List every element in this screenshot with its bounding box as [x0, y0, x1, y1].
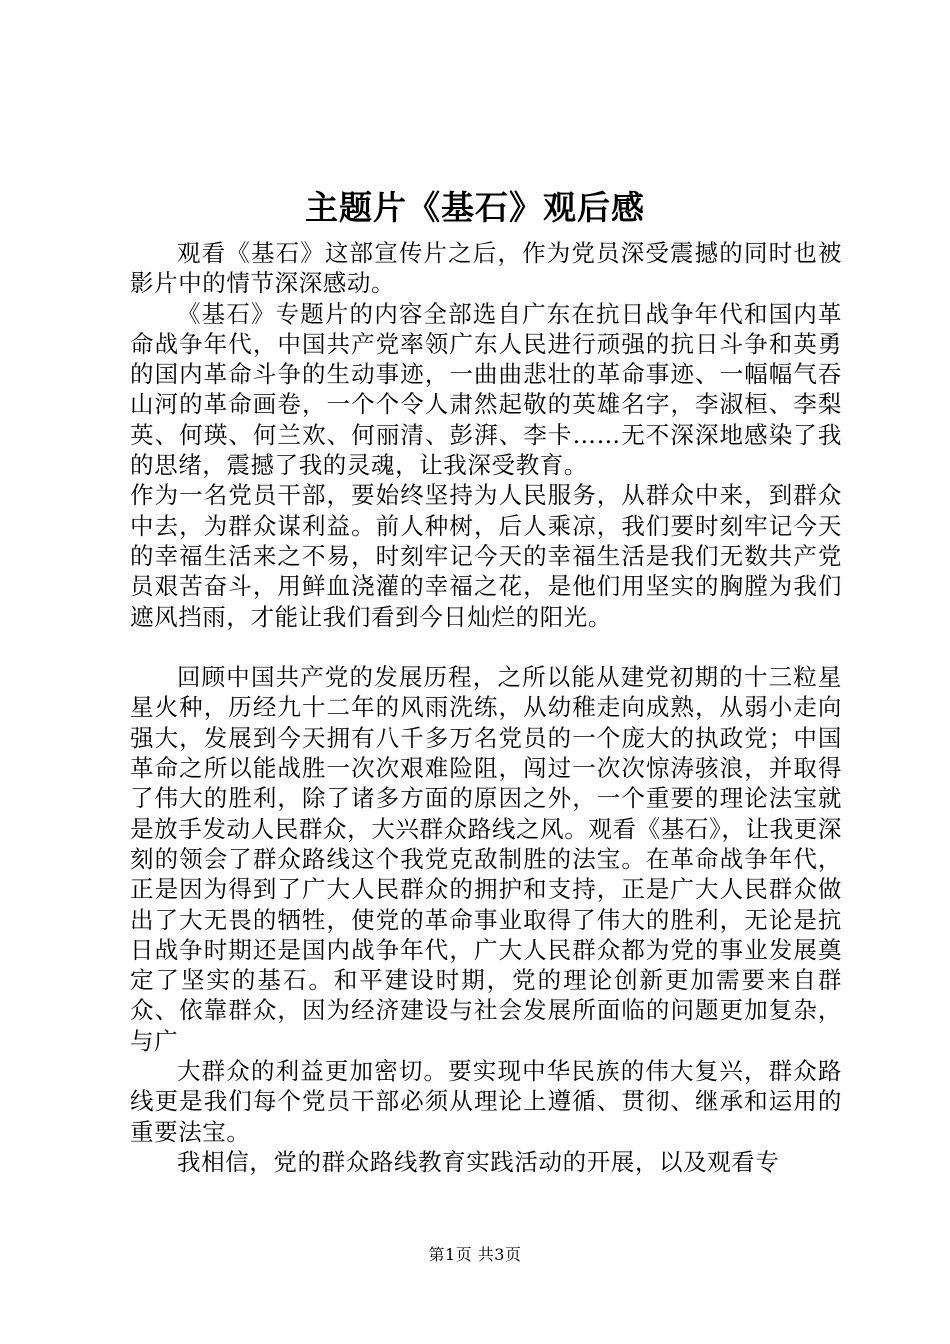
- paragraph-mass-line: 大群众的利益更加密切。要实现中华民族的伟大复兴，群众路线更是我们每个党员干部必须从理论上遵循、贯彻、继承和运用的重要法宝。: [130, 1057, 842, 1146]
- paragraph-intro: 观看《基石》这部宣传片之后，作为党员深受震撼的同时也被影片中的情节深深感动。: [130, 239, 842, 298]
- paragraph-film-content: 《基石》专题片的内容全部选自广东在抗日战争年代和国内革命战争年代，中国共产党率领广东人民进行顽强的抗日斗争和英勇的国内革命斗争的生动事迹，一曲曲悲壮的革命事迹、一幅幅气吞山河的革命画卷，一个个令人肃然起敬的英雄名字，李淑桓、李梨英、何瑛、何兰欢、何丽清、彭湃、李卡……无不深深地感染了我的思绪，震撼了我的灵魂，让我深受教育。: [130, 299, 842, 480]
- document-title: 主题片《基石》观后感: [305, 188, 645, 227]
- page-footer: 第1页 共3页: [428, 1245, 522, 1264]
- document-body: [130, 238, 842, 1177]
- paragraph-party-member-duty: 作为一名党员干部，要始终坚持为人民服务，从群众中来，到群众中去，为群众谋利益。前人种树，后人乘凉，我们要时刻牢记今天的幸福生活来之不易，时刻牢记今天的幸福生活是我们无数共产党员艰苦奋斗，用鲜血浇灌的幸福之花，是他们用坚实的胸膛为我们遮风挡雨，才能让我们看到今日灿烂的阳光。: [130, 481, 842, 631]
- paragraph-conclusion-start: 我相信，党的群众路线教育实践活动的开展，以及观看专: [177, 1147, 780, 1176]
- paragraph-party-history: 回顾中国共产党的发展历程，之所以能从建党初期的十三粒星星火种，历经九十二年的风雨洗练，从幼稚走向成熟，从弱小走向强大，发展到今天拥有八千多万名党员的一个庞大的执政党；中国革命之所以能战胜一次次艰难险阻，闯过一次次惊涛骇浪，并取得了伟大的胜利，除了诸多方面的原因之外，一个重要的理论法宝就是放手发动人民群众，大兴群众路线之风。观看《基石》，让我更深刻的领会了群众路线这个我党克敌制胜的法宝。在革命战争年代，正是因为得到了广大人民群众的拥护和支持，正是广大人民群众做出了大无畏的牺牲，使党的革命事业取得了伟大的胜利，无论是抗日战争时期还是国内战争年代，广大人民群众都为党的事业发展奠定了坚实的基石。和平建设时期，党的理论创新更加需要来自群众、依靠群众，因为经济建设与社会发展所面临的问题更加复杂，与广: [130, 663, 842, 1055]
